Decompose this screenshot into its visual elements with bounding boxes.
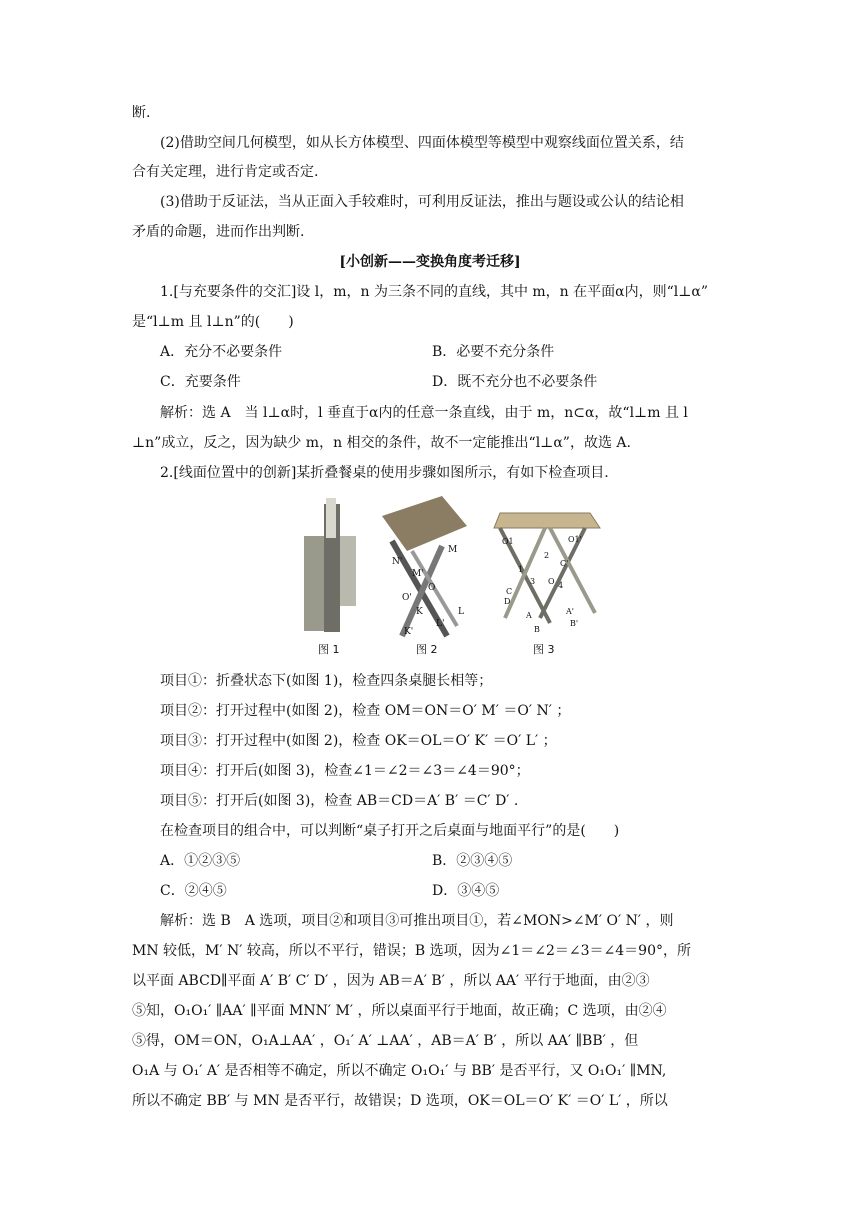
figure-label: N' [392,557,403,567]
figure-label: C' [560,559,569,568]
figure-label: L' [436,619,445,629]
option-d: D．③④⑤ [432,883,500,899]
option-a: A．充分不必要条件 [160,344,283,360]
figure-label: O1 [502,537,514,546]
question-2-line: 2.[线面位置中的创新]某折叠餐桌的使用步骤如图所示，有如下检查项目. [160,465,609,481]
solution-line: ⑤知，O₁O₁′ ∥AA′ ∥平面 MNN′ M′ ，所以桌面平行于地面，故正确；C 选项，由②④ [132,1003,667,1019]
figure-label: C [506,587,513,596]
figure-3-caption: 图 3 [533,643,555,656]
check-item: 项目②：打开过程中(如图 2)，检查 OM＝ON＝O′ M′ ＝O′ N′ ； [160,703,571,719]
question-2-line: 在检查项目的组合中，可以判断“桌子打开之后桌面与地面平行”的是( ) [160,823,620,839]
figure-3-image [490,498,605,638]
figure-1-caption: 图 1 [318,643,340,656]
text-line: 合有关定理，进行肯定或否定. [132,164,319,180]
option-d: D．既不充分也不必要条件 [432,374,598,390]
check-item: 项目①：折叠状态下(如图 1)，检查四条桌腿长相等； [160,673,493,689]
figure-label: L [458,607,464,617]
figure-label: O1' [568,535,582,544]
check-item: 项目⑤：打开后(如图 3)，检查 AB＝CD＝A′ B′ ＝C′ D′ . [160,793,519,809]
option-b: B．②③④⑤ [432,853,513,869]
figure-label: B' [570,619,579,628]
section-heading: [小创新——变换角度考迁移] [339,254,521,270]
text-line: (3)借助于反证法，当从正面入手较难时，可利用反证法，推出与题设或公认的结论相 [160,194,684,210]
figure-2-caption: 图 2 [416,643,438,656]
figure-label: O [428,583,436,593]
solution-line: MN 较低，M′ N′ 较高，所以不平行，错误；B 选项，因为∠1＝∠2＝∠3＝∠4＝90°，所 [132,943,691,959]
check-item: 项目④：打开后(如图 3)，检查∠1＝∠2＝∠3＝∠4＝90°； [160,763,530,779]
solution-line: ⊥n”成立，反之，因为缺少 m，n 相交的条件，故不一定能推出“l⊥α”，故选 A. [132,435,631,451]
solution-line: O₁A 与 O₁′ A′ 是否相等不确定，所以不确定 O₁O₁′ 与 BB′ 是否平行，又 O₁O₁′ ∥MN, [132,1063,667,1079]
solution-line: 解析：选 B A 选项，项目②和项目③可推出项目①，若∠MON>∠M′ O′ N′ ，则 [160,913,674,929]
figure-label: 1 [518,565,524,574]
figure-label: O [548,577,555,586]
figure-label: 4 [558,581,564,590]
solution-line: ⑤得，OM＝ON，O₁A⊥AA′ ，O₁′ A′ ⊥AA′ ，AB＝A′ B′ ，所以 AA′ ∥BB′ ，但 [132,1033,639,1049]
figure-label: D [504,597,511,606]
text-line: 断. [132,105,151,121]
option-c: C．②④⑤ [160,883,227,899]
check-item: 项目③：打开过程中(如图 2)，检查 OK＝OL＝O′ K′ ＝O′ L′ ； [160,733,557,749]
question-1-line: 是“l⊥m 且 l⊥n”的( ) [132,314,294,330]
text-line: (2)借助空间几何模型，如从长方体模型、四面体模型等模型中观察线面位置关系，结 [160,135,684,151]
figure-label: 3 [530,577,536,586]
solution-line: 所以不确定 BB′ 与 MN 是否平行，故错误；D 选项，OK＝OL＝O′ K′ ＝O′ L′ ，所以 [132,1093,668,1109]
figure-label: 2 [544,551,550,560]
figure-1-image [300,496,360,636]
text-line: 矛盾的命题，进而作出判断. [132,224,305,240]
option-b: B．必要不充分条件 [432,344,555,360]
figure-label: K' [404,627,414,637]
question-1-line: 1.[与充要条件的交汇]设 l，m，n 为三条不同的直线，其中 m，n 在平面α内，则“l⊥α” [160,284,709,300]
figure-label: M [448,545,458,555]
solution-line: 以平面 ABCD∥平面 A′ B′ C′ D′ ，因为 AB＝A′ B′ ，所以 AA′ 平行于地面，由②③ [132,973,650,989]
figure-label: M' [412,569,424,579]
figure-label: O' [402,593,412,603]
figure-label: K [416,607,423,617]
figure-label: A' [566,607,574,616]
solution-line: 解析：选 A 当 l⊥α时，l 垂直于α内的任意一条直线，由于 m，n⊂α，故“l⊥m 且 l [160,405,688,421]
figure-label: B [534,625,540,634]
option-a: A．①②③⑤ [160,853,241,869]
option-c: C．充要条件 [160,374,241,390]
figure-2-image [372,496,472,641]
figure-label: A [526,611,532,620]
